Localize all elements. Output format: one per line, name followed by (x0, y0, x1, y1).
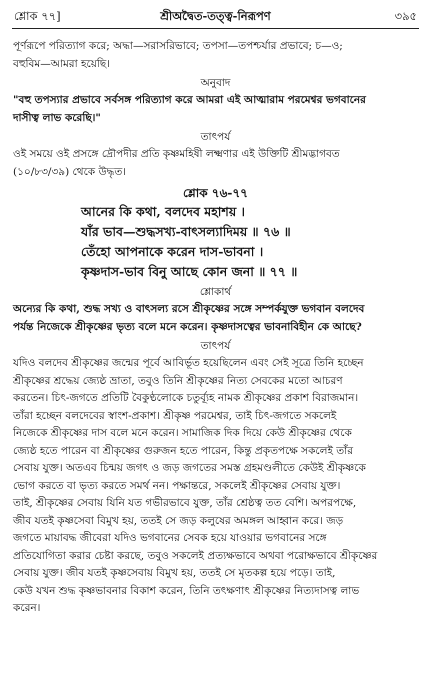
word-meaning-line: পূর্ণরূপে পরিত্যাগ করে; অদ্ধা—সরাসরিভাবে; তপসা—তপশ্চর্যার প্রভাবে; চ—ও; (13, 40, 343, 52)
page-number: ৩৯৫ (394, 9, 417, 23)
purport-line: তাই, শ্রীকৃষ্ণের সেবায় যিনি যত গভীরভাবে যুক্ত, তাঁর শ্রেষ্ঠত্ব তত বেশি। অপরপক্ষে, (13, 497, 357, 509)
purport-line: জ্যেষ্ঠ হতে পারেন বা শ্রীকৃষ্ণের গুরুজন হতে পারেন, কিন্তু প্রকৃতপক্ষে সকলেই তাঁর (13, 444, 353, 457)
purport-line: জগতে মায়াবদ্ধ জীবেরা যদিও ভগবানের সেবক হয়ে যাওয়ার ভগবানের সঙ্গে (13, 532, 327, 544)
purport-line: সেবায় যুক্ত। অতএব চিন্ময় জগৎ ও জড় জগতের সমস্ত গ্রহমণ্ডলীতে কেউই শ্রীকৃষ্ণকে (13, 462, 366, 474)
purport-line: কেউ যখন শুদ্ধ কৃষ্ণভাবনার বিকাশ করেন, তিনি তৎক্ষণাৎ শ্রীকৃষ্ণের নিত্যদাসত্ব লাভ (13, 584, 360, 597)
chapter-title: শ্রীঅদ্বৈত-তত্ত্ব-নিরূপণ (160, 9, 271, 23)
purport-line: করেন। (13, 602, 41, 614)
verse-line: যাঁর ভাব—শুদ্ধসখ্য-বাৎসল্যাদিময় ॥ ৭৬ ॥ (81, 224, 291, 239)
verse-line: তেঁহো আপনাকে করেন দাস-ভাবনা । (81, 244, 264, 259)
page-header (14, 8, 417, 26)
purport-line: জীব যতই কৃষ্ণসেবা বিমুখ হয়, ততই সে জড় কলুষের অমঙ্গল আহ্বান করে। জড় (13, 514, 344, 527)
purport-heading: তাৎপর্য (200, 131, 231, 143)
shlokartha-line: পর্যন্ত নিজেকে শ্রীকৃষ্ণের ভৃত্য বলে মনে করেন। কৃষ্ণদাসত্বের ভাবনাবিহীন কে আছে? (13, 320, 362, 333)
purport-line: নিজেকে শ্রীকৃষ্ণের দাস বলে মনে করেন। সামাজিক দিক দিয়ে কেউ শ্রীকৃষ্ণের থেকে (13, 427, 352, 439)
purport-line: (১০/৮৩/৩৯) থেকে উদ্ধৃত। (13, 165, 127, 178)
purport-line: করতেন। চিৎ-জগতে প্রতিটি বৈকুণ্ঠলোকে চতুর্ব্যূহ নামক শ্রীকৃষ্ণের প্রকাশ বিরাজমান। (13, 392, 359, 404)
purport-line: শ্রীকৃষ্ণের শ্রদ্ধেয় জ্যেষ্ঠ ভ্রাতা, তবুও তিনি শ্রীকৃষ্ণের নিত্য সেবকের মতো আচরণ (13, 374, 343, 387)
purport-line: তাঁরা হচ্ছেন বলদেবের স্বাংশ-প্রকাশ। শ্রীকৃষ্ণ পরমেশ্বর, তাই চিৎ-জগতে সকলেই (13, 409, 337, 422)
purport-line: ভোগ করতে বা ভৃত্য করতে সমর্থ নন। পক্ষান্তরে, সকলেই শ্রীকৃষ্ণের সেবায় যুক্ত। (13, 479, 341, 492)
page-body (13, 38, 418, 618)
verse-line: কৃষ্ণদাস-ভাব বিনু আছে কোন জনা ॥ ৭৭ ॥ (81, 264, 298, 279)
verse-title: শ্লোক ৭৬-৭৭ (183, 186, 248, 200)
purport-line: প্রতিযোগিতা করার চেষ্টা করছে, তবুও সকলেই প্রত্যক্ষভাবে অথবা পরোক্ষভাবে শ্রীকৃষ্ণের (13, 549, 378, 562)
purport-line: সেবায় যুক্ত। জীব যতই কৃষ্ণসেবায় বিমুখ হয়, ততই সে মৃতকল্প হয়ে পড়ে। তাই, (13, 567, 336, 579)
purport-line: ওই সময়ে ওই প্রসঙ্গে দ্রৌপদীর প্রতি কৃষ্ণমহিষী লক্ষ্মণার এই উক্তিটি শ্রীমদ্ভাগবত (13, 148, 340, 160)
shlokartha-heading: শ্লোকার্থ (199, 286, 232, 298)
purport-heading: তাৎপর্য (200, 340, 231, 352)
translation-line: "বহু তপস্যার প্রভাবে সর্বসঙ্গ পরিত্যাগ করে আমরা এই আত্মারাম পরমেশ্বর ভগবানের (13, 94, 366, 106)
word-meaning-line: বহুবিম—আমরা হয়েছি। (13, 57, 111, 70)
purport-line: যদিও বলদেব শ্রীকৃষ্ণের জন্মের পূর্বে আবির্ভূত হয়েছিলেন এবং সেই সূত্রে তিনি হচ্ছেন (13, 357, 364, 369)
verse-range-label: শ্লোক ৭৭] (14, 9, 61, 23)
translation-heading: অনুবাদ (200, 77, 231, 89)
shlokartha-line: অন্যের কি কথা, শুদ্ধ সখ্য ও বাৎসল্য রসে শ্রীকৃষ্ণের সঙ্গে সম্পর্কযুক্ত ভগবান বলদেব (13, 303, 365, 315)
header-rule (12, 28, 419, 29)
verse-line: আনের কি কথা, বলদেব মহাশয় । (81, 204, 246, 219)
translation-line: দাসীত্ব লাভ করেছি।" (13, 111, 101, 124)
